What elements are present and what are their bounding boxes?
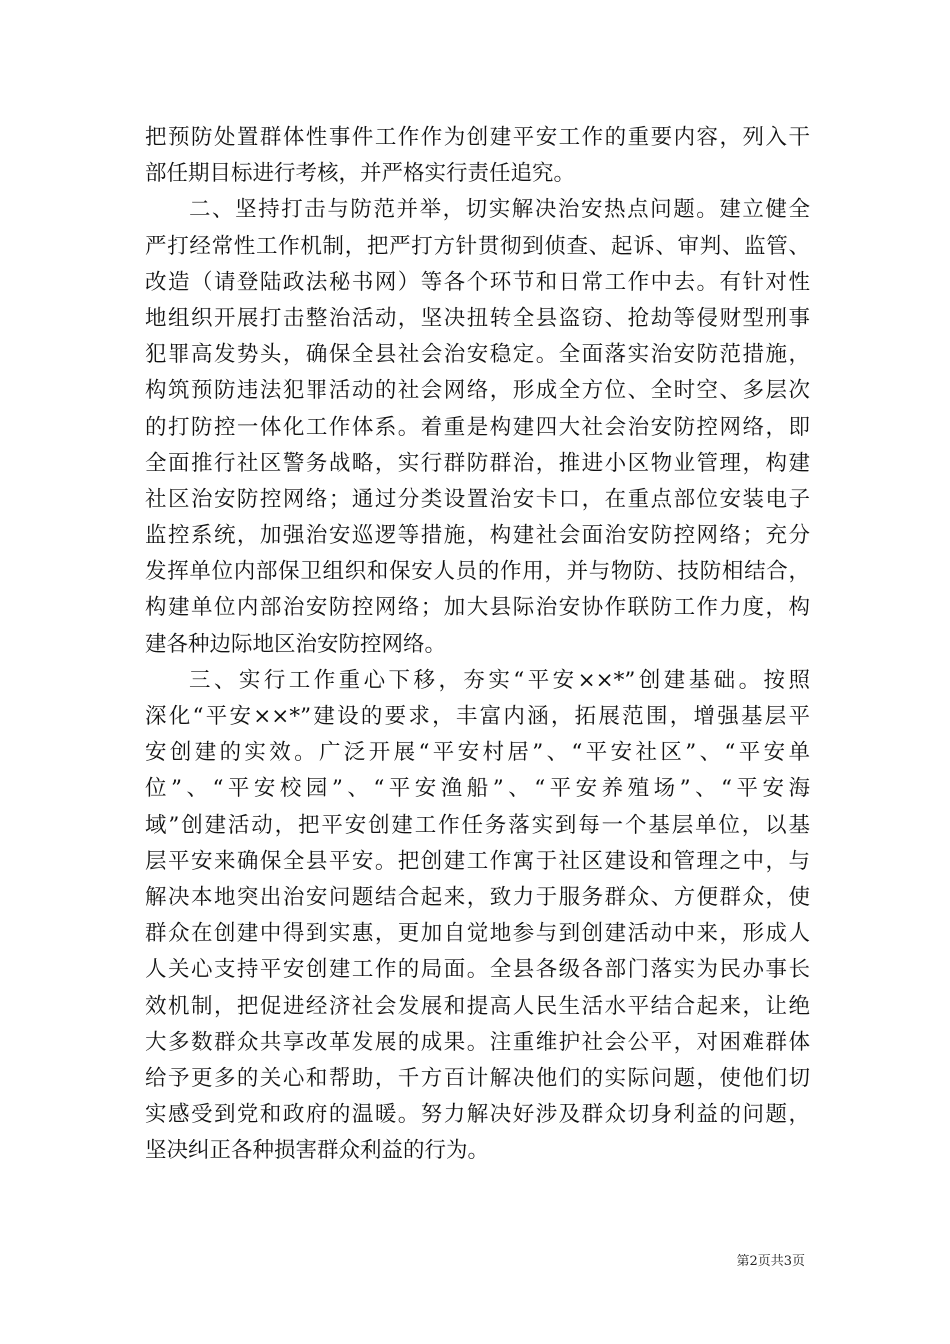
body-text [145,120,810,1169]
text-line: 社区治安防控网络；通过分类设置治安卡口，在重点部位安装电子 [145,486,810,512]
text-line: 给予更多的关心和帮助，千方百计解决他们的实际问题，使他们切 [145,1065,810,1091]
text-line: 群众在创建中得到实惠，更加自觉地参与到创建活动中来，形成人 [145,921,810,947]
text-line: 构建单位内部治安防控网络；加大县际治安协作联防工作力度，构 [145,595,810,621]
text-line: 的打防控一体化工作体系。着重是构建四大社会治安防控网络，即 [145,414,810,440]
text-line: 监控系统，加强治安巡逻等措施，构建社会面治安防控网络；充分 [145,523,810,549]
text-line: 二、坚持打击与防范并举，切实解决治安热点问题。建立健全 [189,197,810,223]
text-line: 改造（请登陆政法秘书网）等各个环节和日常工作中去。有针对性 [145,269,810,295]
text-line: 全面推行社区警务战略，实行群防群治，推进小区物业管理，构建 [145,450,810,476]
text-line: 严打经常性工作机制，把严打方针贯彻到侦查、起诉、审判、监管、 [145,233,810,259]
text-line: 地组织开展打击整治活动，坚决扭转全县盗窃、抢劫等侵财型刑事 [145,305,810,331]
text-line: 三、实行工作重心下移，夯实“平安××*”创建基础。按照 [189,667,810,693]
text-line: 深化“平安××*”建设的要求，丰富内涵，拓展范围，增强基层平 [145,704,810,729]
text-line: 把预防处置群体性事件工作作为创建平安工作的重要内容，列入干 [145,125,810,150]
text-line: 构筑预防违法犯罪活动的社会网络，形成全方位、全时空、多层次 [145,378,810,404]
text-line: 解决本地突出治安问题结合起来，致力于服务群众、方便群众，使 [145,884,810,910]
text-line: 域”创建活动，把平安创建工作任务落实到每一个基层单位，以基 [145,812,810,838]
text-line: 发挥单位内部保卫组织和保安人员的作用，并与物防、技防相结合， [145,559,810,585]
text-line: 效机制，把促进经济社会发展和提高人民生活水平结合起来，让绝 [145,993,810,1019]
text-line: 大多数群众共享改革发展的成果。注重维护社会公平，对困难群体 [145,1029,810,1055]
text-line: 部任期目标进行考核，并严格实行责任追究。 [145,161,576,187]
text-line: 犯罪高发势头，确保全县社会治安稳定。全面落实治安防范措施， [145,342,810,368]
text-line: 位”、“平安校园”、“平安渔船”、“平安养殖场”、“平安海 [145,776,810,802]
text-line: 建各种边际地区治安防控网络。 [145,631,447,657]
text-line: 坚决纠正各种损害群众利益的行为。 [145,1138,490,1164]
page-number: 第2页共3页 [736,1254,805,1269]
text-line: 安创建的实效。广泛开展“平安村居”、“平安社区”、“平安单 [145,740,810,766]
text-line: 层平安来确保全县平安。把创建工作寓于社区建设和管理之中，与 [145,848,810,874]
text-line: 人关心支持平安创建工作的局面。全县各级各部门落实为民办事长 [145,957,810,983]
text-line: 实感受到党和政府的温暖。努力解决好涉及群众切身利益的问题， [145,1102,810,1128]
